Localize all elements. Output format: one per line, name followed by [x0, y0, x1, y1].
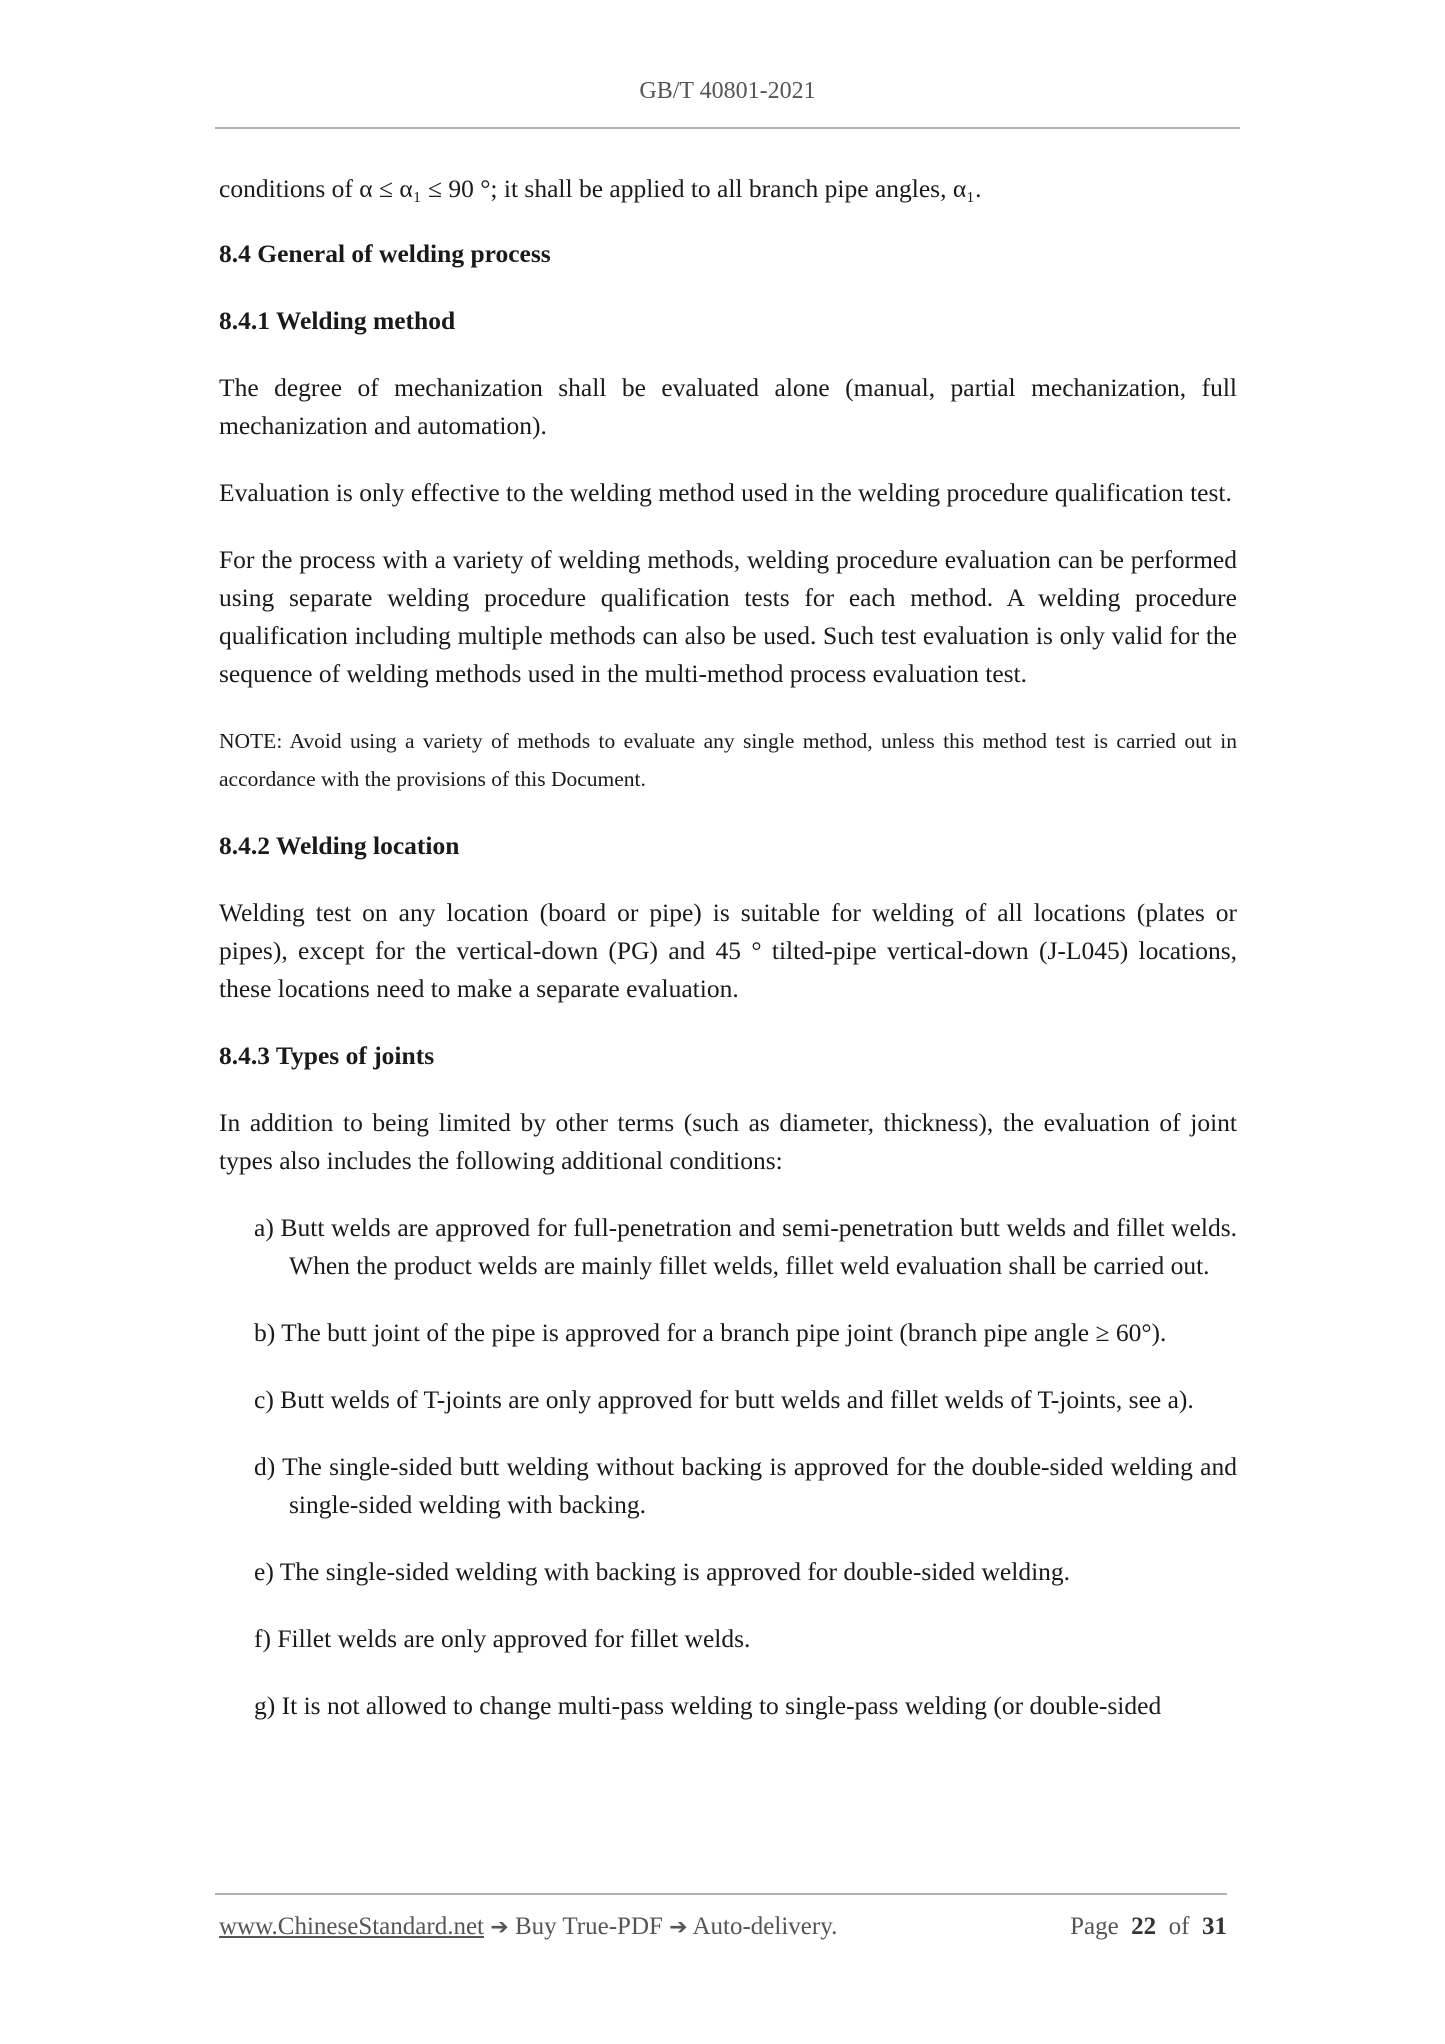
section-8-4-1-heading: 8.4.1 Welding method — [219, 306, 456, 335]
page-header: GB/T 40801-2021 — [639, 78, 816, 104]
page-label: Page — [1070, 1913, 1119, 1940]
of-label: of — [1168, 1913, 1190, 1940]
footer-links — [219, 1913, 837, 1940]
current-page: 22 — [1131, 1913, 1157, 1940]
list-item: c) Butt welds of T-joints are only approved for butt welds and fillet welds of T-joints, see a). — [254, 1385, 1194, 1414]
section-8-4-heading: 8.4 General of welding process — [219, 239, 551, 268]
list-item: f) Fillet welds are only approved for fillet welds. — [254, 1624, 751, 1653]
page-number — [1070, 1913, 1227, 1941]
section-8-4-3-paragraph: In addition to being limited by other terms (such as diameter, thickness), the evaluation of joint types also includes the following additional conditions: — [219, 1108, 1237, 1175]
list-item: a) Butt welds are approved for full-penetration and semi-penetration butt welds and fillet welds. When the product welds are mainly fillet welds, fillet weld evaluation shall be carried out. — [254, 1213, 1237, 1280]
document-body — [219, 170, 1237, 1754]
list-item: g) It is not allowed to change multi-pass welding to single-pass welding (or double-sided — [254, 1691, 1162, 1720]
list-item: e) The single-sided welding with backing is approved for double-sided welding. — [254, 1557, 1071, 1586]
footer-divider — [215, 1893, 1227, 1895]
section-8-4-1-paragraph-2: Evaluation is only effective to the welding method used in the welding procedure qualification test. — [219, 478, 1232, 507]
section-8-4-1-paragraph-1: The degree of mechanization shall be evaluated alone (manual, partial mechanization, full mechanization and automation). — [219, 373, 1237, 440]
total-pages: 31 — [1202, 1913, 1227, 1940]
arrow-right-icon: ➔ — [490, 1915, 509, 1940]
header-divider — [215, 127, 1240, 129]
website-link[interactable]: www.ChineseStandard.net — [219, 1913, 484, 1940]
page-footer — [219, 1913, 1227, 1941]
delivery-text: Auto-delivery. — [692, 1913, 838, 1940]
intro-paragraph: conditions of α ≤ α₁ ≤ 90 °; it shall be applied to all branch pipe angles, α₁. — [219, 174, 982, 203]
section-8-4-2-heading: 8.4.2 Welding location — [219, 831, 460, 860]
list-item: d) The single-sided butt welding without backing is approved for the double-sided welding and single-sided welding with backing. — [254, 1452, 1237, 1519]
section-8-4-1-note: NOTE: Avoid using a variety of methods to evaluate any single method, unless this method test is carried out in accordance with the provisions of this Document. — [219, 729, 1237, 791]
buy-pdf-text: Buy True-PDF — [514, 1913, 663, 1940]
section-8-4-2-paragraph: Welding test on any location (board or pipe) is suitable for welding of all locations (plates or pipes), except for the vertical-down (PG) and 45 ° tilted-pipe vertical-down (J-L045) locations, these locations need to make a separate evaluation. — [219, 898, 1237, 1003]
arrow-right-icon: ➔ — [669, 1915, 688, 1940]
section-8-4-3-heading: 8.4.3 Types of joints — [219, 1041, 435, 1070]
list-item: b) The butt joint of the pipe is approved for a branch pipe joint (branch pipe angle ≥ 60°). — [254, 1318, 1167, 1347]
section-8-4-1-paragraph-3: For the process with a variety of welding methods, welding procedure evaluation can be performed using separate welding procedure qualification tests for each method. A welding procedure qualification including multiple methods can also be used. Such test evaluation is only valid for the sequence of welding methods used in the multi-method process evaluation test. — [219, 545, 1237, 688]
